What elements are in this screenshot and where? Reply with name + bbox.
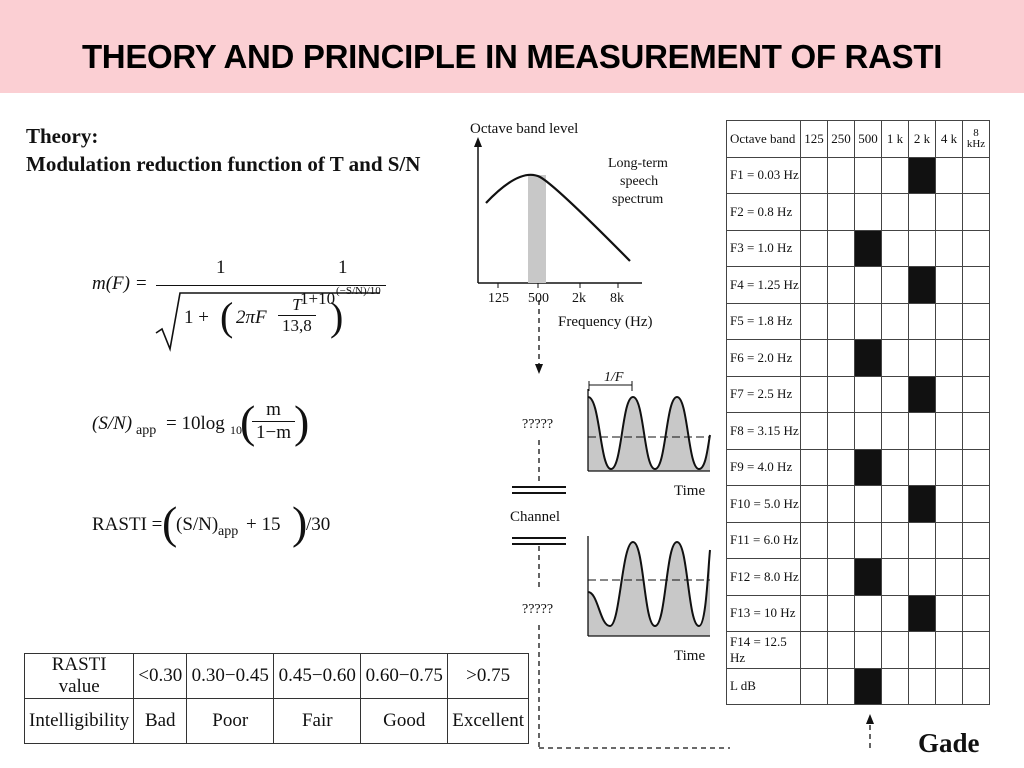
- band-cell: [828, 595, 855, 632]
- wave2-line: [588, 542, 710, 626]
- table-row: [727, 486, 990, 523]
- band-cell: [963, 376, 990, 413]
- band-cell: [963, 486, 990, 523]
- modulation-frequency-label: F6 = 2.0 Hz: [727, 340, 801, 377]
- octave-band-table: [726, 120, 990, 705]
- sn-equation: [92, 395, 310, 455]
- band-cell: [936, 668, 963, 705]
- active-band-cell: [909, 376, 936, 413]
- snr-num: 1: [338, 257, 348, 278]
- band-cell: [909, 340, 936, 377]
- rasti-divisor: /30: [306, 514, 331, 535]
- band-cell: [882, 157, 909, 194]
- band-cell: [936, 522, 963, 559]
- table-row: [727, 121, 990, 158]
- band-cell: [828, 230, 855, 267]
- band-cell: [882, 486, 909, 523]
- snr-factor: [298, 255, 398, 315]
- band-500-shade: [528, 175, 546, 283]
- band-cell: [963, 522, 990, 559]
- table-row: [727, 194, 990, 231]
- band-cell: [963, 668, 990, 705]
- title-banner: [0, 0, 1024, 93]
- rasti-lhs: RASTI =: [92, 514, 163, 535]
- active-band-cell: [855, 340, 882, 377]
- band-cell: [963, 157, 990, 194]
- snr-den-exp: (−S/N)/10: [336, 285, 381, 297]
- spectrum-xlabel: Frequency (Hz): [558, 314, 653, 330]
- band-cell: [882, 632, 909, 669]
- band-cell: [936, 340, 963, 377]
- rasti-row1-header: RASTI value: [25, 654, 134, 699]
- rasti-cell: <0.30: [134, 654, 187, 699]
- band-cell: [882, 522, 909, 559]
- band-cell: [801, 413, 828, 450]
- band-cell: [855, 522, 882, 559]
- band-cell: [828, 376, 855, 413]
- band-cell: [828, 522, 855, 559]
- sn-lhs: (S/N): [92, 413, 133, 434]
- y-axis-arrow: [474, 137, 482, 147]
- band-cell: [801, 303, 828, 340]
- rasti-cell: >0.75: [448, 654, 529, 699]
- band-cell: [936, 267, 963, 304]
- channel-label: Channel: [510, 509, 560, 525]
- tick-2k: 2k: [572, 291, 586, 306]
- waveform-input: [580, 365, 725, 505]
- sn-eq: = 10log: [166, 413, 225, 434]
- period-label: 1/F: [604, 370, 624, 385]
- band-cell: [963, 230, 990, 267]
- band-cell: [801, 376, 828, 413]
- band-cell: [909, 559, 936, 596]
- page-title: THEORY AND PRINCIPLE IN MEASUREMENT OF RASTI: [81, 38, 943, 75]
- octave-header-cell: 250: [828, 121, 855, 158]
- band-cell: [882, 595, 909, 632]
- band-cell: [936, 230, 963, 267]
- band-cell: [936, 413, 963, 450]
- band-cell: [828, 303, 855, 340]
- active-band-cell: [909, 157, 936, 194]
- band-cell: [882, 376, 909, 413]
- rasti-cell: Excellent: [448, 699, 529, 744]
- active-band-cell: [855, 559, 882, 596]
- table-row: [727, 340, 990, 377]
- m-den-one: 1 +: [184, 307, 209, 328]
- band-cell: [828, 668, 855, 705]
- band-cell: [801, 230, 828, 267]
- table-row: [727, 413, 990, 450]
- paren-right: ): [330, 294, 344, 339]
- channel-q2: ?????: [522, 602, 554, 617]
- band-cell: [936, 595, 963, 632]
- band-cell: [909, 194, 936, 231]
- return-arrow: [860, 712, 880, 752]
- time-label-1: Time: [674, 483, 706, 499]
- band-cell: [963, 340, 990, 377]
- octave-header-cell: 8 kHz: [963, 121, 990, 158]
- band-cell: [882, 194, 909, 231]
- band-cell: [936, 376, 963, 413]
- sn-log-sub: 10: [230, 423, 242, 437]
- channel-q1: ?????: [522, 417, 554, 432]
- band-cell: [855, 595, 882, 632]
- modulation-frequency-label: F13 = 10 Hz: [727, 595, 801, 632]
- band-cell: [936, 194, 963, 231]
- band-cell: [963, 632, 990, 669]
- table-row: [727, 303, 990, 340]
- spectrum-curve: [486, 175, 630, 261]
- modulation-frequency-label: F4 = 1.25 Hz: [727, 267, 801, 304]
- band-cell: [801, 157, 828, 194]
- rasti-paren-left: (: [162, 497, 178, 548]
- sn-sub: app: [136, 423, 157, 438]
- band-cell: [882, 668, 909, 705]
- band-cell: [828, 413, 855, 450]
- modulation-frequency-label: F9 = 4.0 Hz: [727, 449, 801, 486]
- band-cell: [909, 230, 936, 267]
- band-cell: [828, 559, 855, 596]
- band-cell: [882, 230, 909, 267]
- author-credit: Gade: [918, 728, 980, 758]
- band-cell: [801, 632, 828, 669]
- band-cell: [828, 267, 855, 304]
- modulation-frequency-label: F8 = 3.15 Hz: [727, 413, 801, 450]
- rasti-paren-right: ): [292, 497, 308, 548]
- sn-paren-left: (: [240, 396, 256, 447]
- band-cell: [801, 668, 828, 705]
- rasti-plus: + 15: [246, 514, 281, 535]
- active-band-cell: [855, 668, 882, 705]
- sn-fraction: $\frac{m}{1-m}$: [252, 399, 295, 444]
- wave2-fill: [588, 542, 710, 636]
- band-cell: [936, 157, 963, 194]
- rasti-cell: 0.60−0.75: [361, 654, 448, 699]
- modulation-frequency-label: F2 = 0.8 Hz: [727, 194, 801, 231]
- band-cell: [855, 413, 882, 450]
- band-cell: [855, 194, 882, 231]
- rasti-cell: Poor: [187, 699, 274, 744]
- table-row: [727, 632, 990, 669]
- modulation-frequency-label: L dB: [727, 668, 801, 705]
- band-cell: [801, 267, 828, 304]
- band-cell: [828, 157, 855, 194]
- modulation-frequency-label: F3 = 1.0 Hz: [727, 230, 801, 267]
- modulation-frequency-label: F14 = 12.5 Hz: [727, 632, 801, 669]
- table-row: [727, 376, 990, 413]
- band-cell: [882, 559, 909, 596]
- band-cell: [909, 632, 936, 669]
- m-t-fraction: $\frac{T}{13,8}$: [278, 295, 316, 336]
- modulation-frequency-label: F7 = 2.5 Hz: [727, 376, 801, 413]
- band-cell: [801, 449, 828, 486]
- table-row: [727, 559, 990, 596]
- active-band-cell: [909, 486, 936, 523]
- band-cell: [828, 486, 855, 523]
- octave-header-cell: 4 k: [936, 121, 963, 158]
- band-cell: [855, 632, 882, 669]
- modulation-frequency-label: F1 = 0.03 Hz: [727, 157, 801, 194]
- band-cell: [801, 559, 828, 596]
- waveform-output: [580, 530, 725, 670]
- band-cell: [855, 376, 882, 413]
- table-row: [25, 654, 529, 699]
- table-row: [727, 595, 990, 632]
- octave-header-cell: 500: [855, 121, 882, 158]
- band-cell: [909, 522, 936, 559]
- table-row: [727, 267, 990, 304]
- octave-header-cell: 2 k: [909, 121, 936, 158]
- band-cell: [936, 559, 963, 596]
- curve-label-2: speech: [620, 174, 659, 189]
- band-cell: [855, 157, 882, 194]
- spectrum-ylabel: Octave band level: [470, 121, 579, 137]
- paren-left: (: [220, 294, 234, 339]
- active-band-cell: [909, 595, 936, 632]
- octave-header-cell: 125: [801, 121, 828, 158]
- band-cell: [801, 486, 828, 523]
- band-cell: [909, 303, 936, 340]
- band-cell: [855, 303, 882, 340]
- modulation-frequency-label: F5 = 1.8 Hz: [727, 303, 801, 340]
- octave-header-cell: 1 k: [882, 121, 909, 158]
- band-cell: [828, 194, 855, 231]
- band-cell: [882, 413, 909, 450]
- band-cell: [855, 267, 882, 304]
- rasti-row2-header: Intelligibility: [25, 699, 134, 744]
- curve-label-3: spectrum: [612, 192, 664, 207]
- band-cell: [963, 267, 990, 304]
- band-cell: [828, 632, 855, 669]
- wave1-line: [588, 397, 710, 469]
- band-cell: [963, 194, 990, 231]
- band-cell: [909, 668, 936, 705]
- rasti-equation: [92, 497, 322, 562]
- table-row: [727, 449, 990, 486]
- band-cell: [936, 486, 963, 523]
- band-cell: [882, 303, 909, 340]
- table-row: [727, 230, 990, 267]
- table-row: [727, 157, 990, 194]
- band-cell: [936, 449, 963, 486]
- rasti-table: [24, 653, 529, 744]
- band-cell: [936, 632, 963, 669]
- active-band-cell: [855, 230, 882, 267]
- tick-500: 500: [528, 291, 549, 306]
- band-cell: [909, 449, 936, 486]
- rasti-cell: Good: [361, 699, 448, 744]
- band-cell: [963, 595, 990, 632]
- modulation-frequency-label: F12 = 8.0 Hz: [727, 559, 801, 596]
- snr-den: 1+10: [300, 289, 336, 308]
- rasti-cell: Bad: [134, 699, 187, 744]
- active-band-cell: [855, 449, 882, 486]
- band-cell: [828, 340, 855, 377]
- band-cell: [828, 449, 855, 486]
- band-cell: [801, 522, 828, 559]
- band-cell: [882, 267, 909, 304]
- table-row: [727, 668, 990, 705]
- theory-heading: Theory:: [26, 124, 99, 148]
- band-cell: [963, 303, 990, 340]
- tick-8k: 8k: [610, 291, 624, 306]
- theory-heading-block: [26, 122, 420, 178]
- band-cell: [909, 413, 936, 450]
- modulation-frequency-label: F10 = 5.0 Hz: [727, 486, 801, 523]
- rasti-cell: 0.30−0.45: [187, 654, 274, 699]
- rasti-cell: Fair: [274, 699, 361, 744]
- time-label-2: Time: [674, 648, 706, 664]
- m-num1: 1: [216, 257, 226, 278]
- sn-paren-right: ): [294, 396, 310, 447]
- band-cell: [963, 559, 990, 596]
- band-cell: [882, 340, 909, 377]
- band-cell: [963, 449, 990, 486]
- tick-125: 125: [488, 291, 509, 306]
- curve-label-1: Long-term: [608, 156, 668, 171]
- band-cell: [801, 194, 828, 231]
- theory-subheading: Modulation reduction function of T and S/N: [26, 152, 421, 176]
- table-row: [25, 699, 529, 744]
- band-cell: [936, 303, 963, 340]
- band-cell: [855, 486, 882, 523]
- active-band-cell: [909, 267, 936, 304]
- m-two-pi-f: 2πF: [236, 307, 267, 328]
- band-cell: [963, 413, 990, 450]
- table-row: [727, 522, 990, 559]
- band-cell: [801, 340, 828, 377]
- band-cell: [882, 449, 909, 486]
- band-cell: [801, 595, 828, 632]
- rasti-sn: (S/N): [176, 514, 219, 535]
- modulation-frequency-label: F11 = 6.0 Hz: [727, 522, 801, 559]
- octave-table-body: [727, 157, 990, 705]
- octave-header-label: Octave band: [727, 121, 801, 158]
- rasti-cell: 0.45−0.60: [274, 654, 361, 699]
- m-lhs: m(F) =: [92, 273, 148, 294]
- rasti-sub: app: [218, 524, 239, 539]
